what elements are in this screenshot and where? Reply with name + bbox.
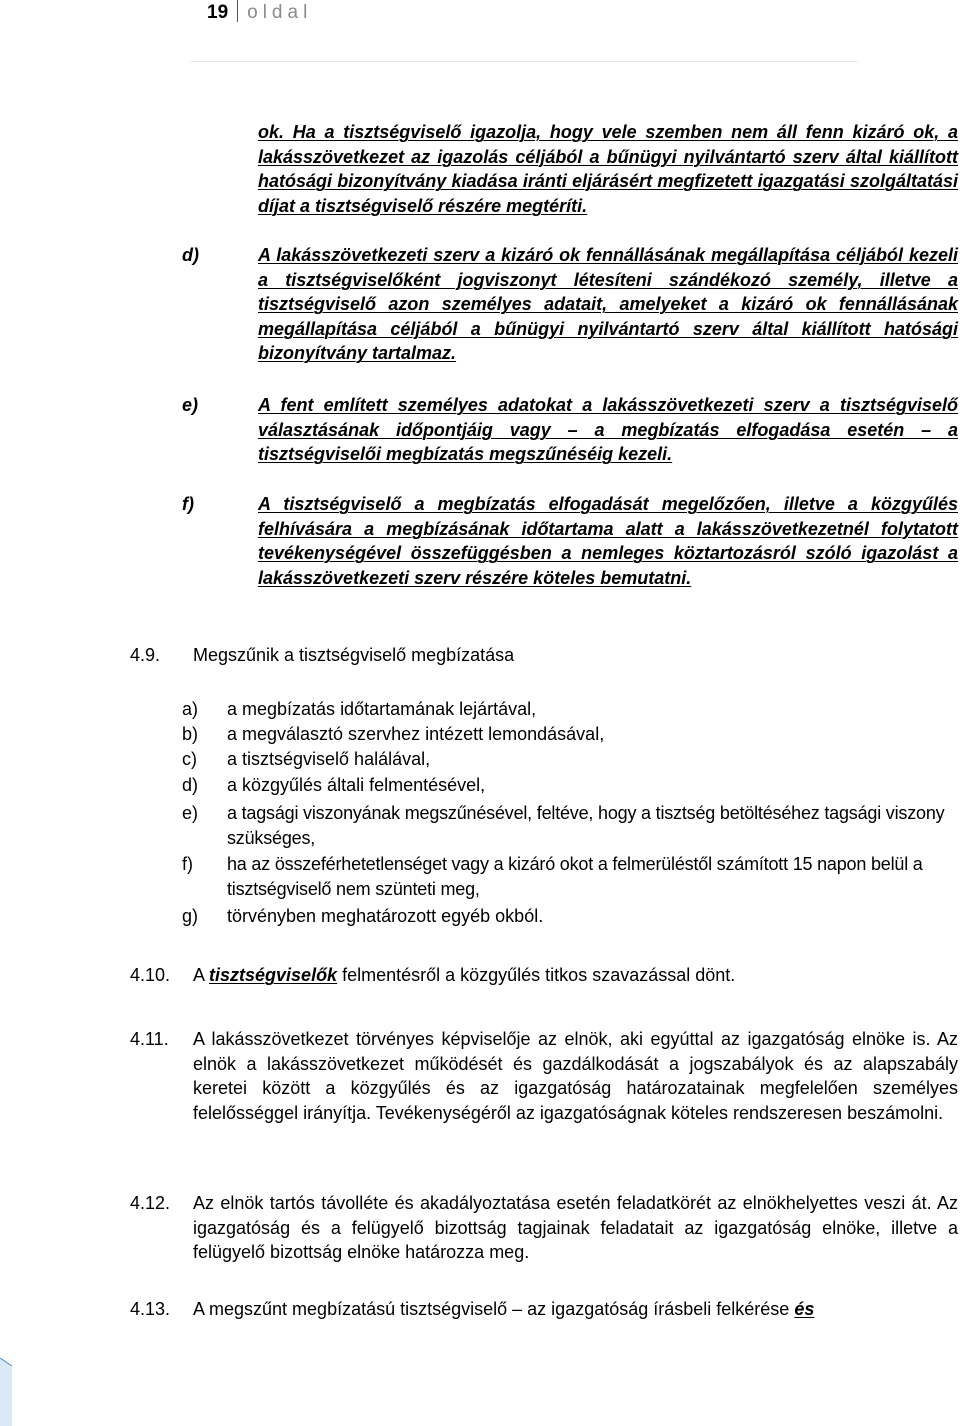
page-corner-mark	[0, 1358, 12, 1426]
list-label-c: c)	[182, 749, 197, 769]
bold-item-text-f: A tisztségviselő a megbízatás elfogadását megelőzően, illetve a közgyűlés felhívására a megbízásának időtartama alatt a lakásszövetkezetnél folytatott tevékenységével összefüggésben a nemleges köztartozásról szóló igazolást a lakásszövetkezeti szerv részére köteles bemutatni.	[258, 494, 958, 588]
page-header	[207, 0, 312, 26]
section-4-13-emphasis: és	[794, 1299, 815, 1319]
section-4-10-pre: A	[193, 965, 210, 985]
section-4-10-number: 4.10.	[130, 965, 171, 985]
bold-item-d	[258, 243, 958, 366]
bold-item-f	[258, 492, 958, 590]
section-4-11-text: A lakásszövetkezet törvényes képviselője az elnök, aki egyúttal az igazgatóság elnöke is. Az elnök a lakásszövetkezet működését és gazdálkodását a jogszabályok és az alapszabály keretei között a közgyűlés és az igazgatóság határozatainak megfelelően személyes felelősséggel irányítja. Tevékenységéről az igazgatóságnak köteles rendszeresen beszámolni.	[193, 1029, 958, 1123]
continuation-paragraph	[258, 120, 958, 218]
section-4-9-number: 4.9.	[130, 645, 161, 665]
page-number: 19	[207, 2, 229, 23]
list-label-b: b)	[182, 724, 199, 744]
list-label-g: g)	[182, 906, 199, 926]
section-4-11-number: 4.11.	[130, 1029, 169, 1049]
section-4-12-number: 4.12.	[130, 1193, 171, 1213]
section-4-9-title: Megszűnik a tisztségviselő megbízatása	[193, 645, 515, 665]
list-item-b: a megválasztó szervhez intézett lemondásával,	[227, 724, 605, 744]
section-4-13-body: A megszűnt megbízatású tisztségviselő – az igazgatóság írásbeli felkérése	[193, 1299, 795, 1319]
list-item-d: a közgyűlés általi felmentésével,	[227, 775, 486, 795]
list-item-f: ha az összeférhetetlenséget vagy a kizáró okot a felmerüléstől számított 15 napon belül a tisztségviselő nem szünteti meg,	[227, 854, 923, 899]
section-4-10-text	[193, 963, 958, 988]
bold-item-label-e: e)	[182, 395, 199, 415]
list-label-a: a)	[182, 699, 199, 719]
header-rule	[190, 61, 858, 62]
page-word: oldal	[247, 2, 313, 23]
bold-item-text-e: A fent említett személyes adatokat a lakásszövetkezeti szerv a tisztségviselő választásának időpontjáig vagy – a megbízatás elfogadása esetén – a tisztségviselői megbízatás megszűnéséig kezeli.	[258, 395, 958, 465]
list-item-a: a megbízatás időtartamának lejártával,	[227, 699, 537, 719]
list-label-d: d)	[182, 775, 199, 795]
list-item-e: a tagsági viszonyának megszűnésével, feltéve, hogy a tisztség betöltéséhez tagsági viszony szükséges,	[227, 803, 945, 848]
section-4-13-number: 4.13.	[130, 1299, 171, 1319]
section-4-10-emphasis: tisztségviselők	[209, 965, 338, 985]
list-label-f: f)	[182, 854, 193, 874]
list-item-c: a tisztségviselő halálával,	[227, 749, 431, 769]
continuation-text: ok. Ha a tisztségviselő igazolja, hogy vele szemben nem áll fenn kizáró ok, a lakásszövetkezet az igazolás céljából a bűnügyi nyilvántartó szerv által kiállított hatósági bizonyítvány kiadása iránti eljárásért megfizetett igazgatási szolgáltatási díjat a tisztségviselő részére megtéríti.	[258, 122, 958, 216]
bold-item-e	[258, 393, 958, 467]
section-4-13-text	[193, 1297, 958, 1322]
header-divider	[237, 0, 238, 22]
section-4-12-text: Az elnök tartós távolléte és akadályoztatása esetén feladatkörét az elnökhelyettes veszi át. Az igazgatóság és a felügyelő bizottság tagjainak feladatait az igazgatóság elnöke, illetve a felügyelő bizottság elnöke határozza meg.	[193, 1193, 958, 1263]
bold-item-label-d: d)	[182, 245, 199, 265]
list-label-e: e)	[182, 803, 199, 823]
bold-item-label-f: f)	[182, 494, 194, 514]
list-item-g: törvényben meghatározott egyéb okból.	[227, 906, 544, 926]
section-4-10-post: felmentésről a közgyűlés titkos szavazással dönt.	[337, 965, 736, 985]
bold-item-text-d: A lakásszövetkezeti szerv a kizáró ok fennállásának megállapítása céljából kezeli a tisztségviselőként jogviszonyt létesíteni szándékozó személy, illetve a tisztségviselő azon személyes adatait, amelyeket a kizáró ok fennállásának megállapítása céljából a bűnügyi nyilvántartó szerv által kiállított hatósági bizonyítvány tartalmaz.	[258, 245, 958, 364]
